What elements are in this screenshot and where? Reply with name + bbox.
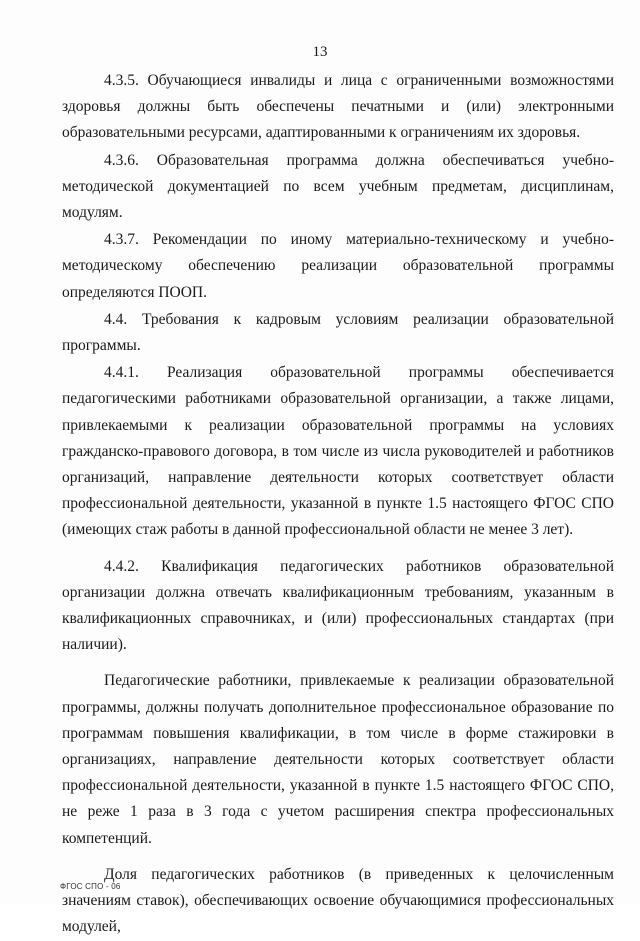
paragraph-4-4-1: 4.4.1. Реализация образовательной программы обеспечивается педагогическими работниками образовательной организации, а также лицами, привлекаемыми к реализации образовательной программы на условиях гражданско-правового договора, в том числе из числа руководителей и работников организаций, направление деятельности которых соответствует области профессиональной деятельности, указанной в пункте 1.5 настоящего ФГОС СПО (имеющих стаж работы в данной профессиональной области не менее 3 лет). [62,364,614,539]
paragraph-teacher-share: Доля педагогических работников (в приведенных к целочисленным значениям ставок), обеспечивающих освоение обучающимися профессиональных модулей, [62,865,614,936]
paragraph-4-3-5: 4.3.5. Обучающиеся инвалиды и лица с ограниченными возможностями здоровья должны быть обеспечены печатными и (или) электронными образовательными ресурсами, адаптированными к ограничениям их здоровья. [62,72,614,142]
paragraph-4-4: 4.4. Требования к кадровым условиям реализации образовательной программы. [62,310,614,355]
document-footer: ФГОС СПО - 06 [60,882,121,891]
paragraph-4-3-6: 4.3.6. Образовательная программа должна обеспечиваться учебно-методической документацией по всем учебным предметам, дисциплинам, модулям. [62,151,614,222]
paragraph-4-3-7: 4.3.7. Рекомендации по иному материально-техническому и учебно-методическому обеспечению реализации образовательной программы определяются ПООП. [62,231,614,301]
document-body [62,68,614,941]
paragraph-4-4-2: 4.4.2. Квалификация педагогических работников образовательной организации должна отвечать квалификационным требованиям, указанным в квалификационных справочниках, и (или) профессиональных стандартах (при наличии). [62,557,614,654]
page-number: 13 [312,44,328,60]
paragraph-teacher-training: Педагогические работники, привлекаемые к реализации образовательной программы, должны получать дополнительное профессиональное образование по программам повышения квалификации, в том числе в форме стажировки в организациях, направление деятельности которых соответствует области профессиональной деятельности, указанной в пункте 1.5 настоящего ФГОС СПО, не реже 1 раза в 3 года с учетом расширения спектра профессиональных компетенций. [62,672,614,847]
